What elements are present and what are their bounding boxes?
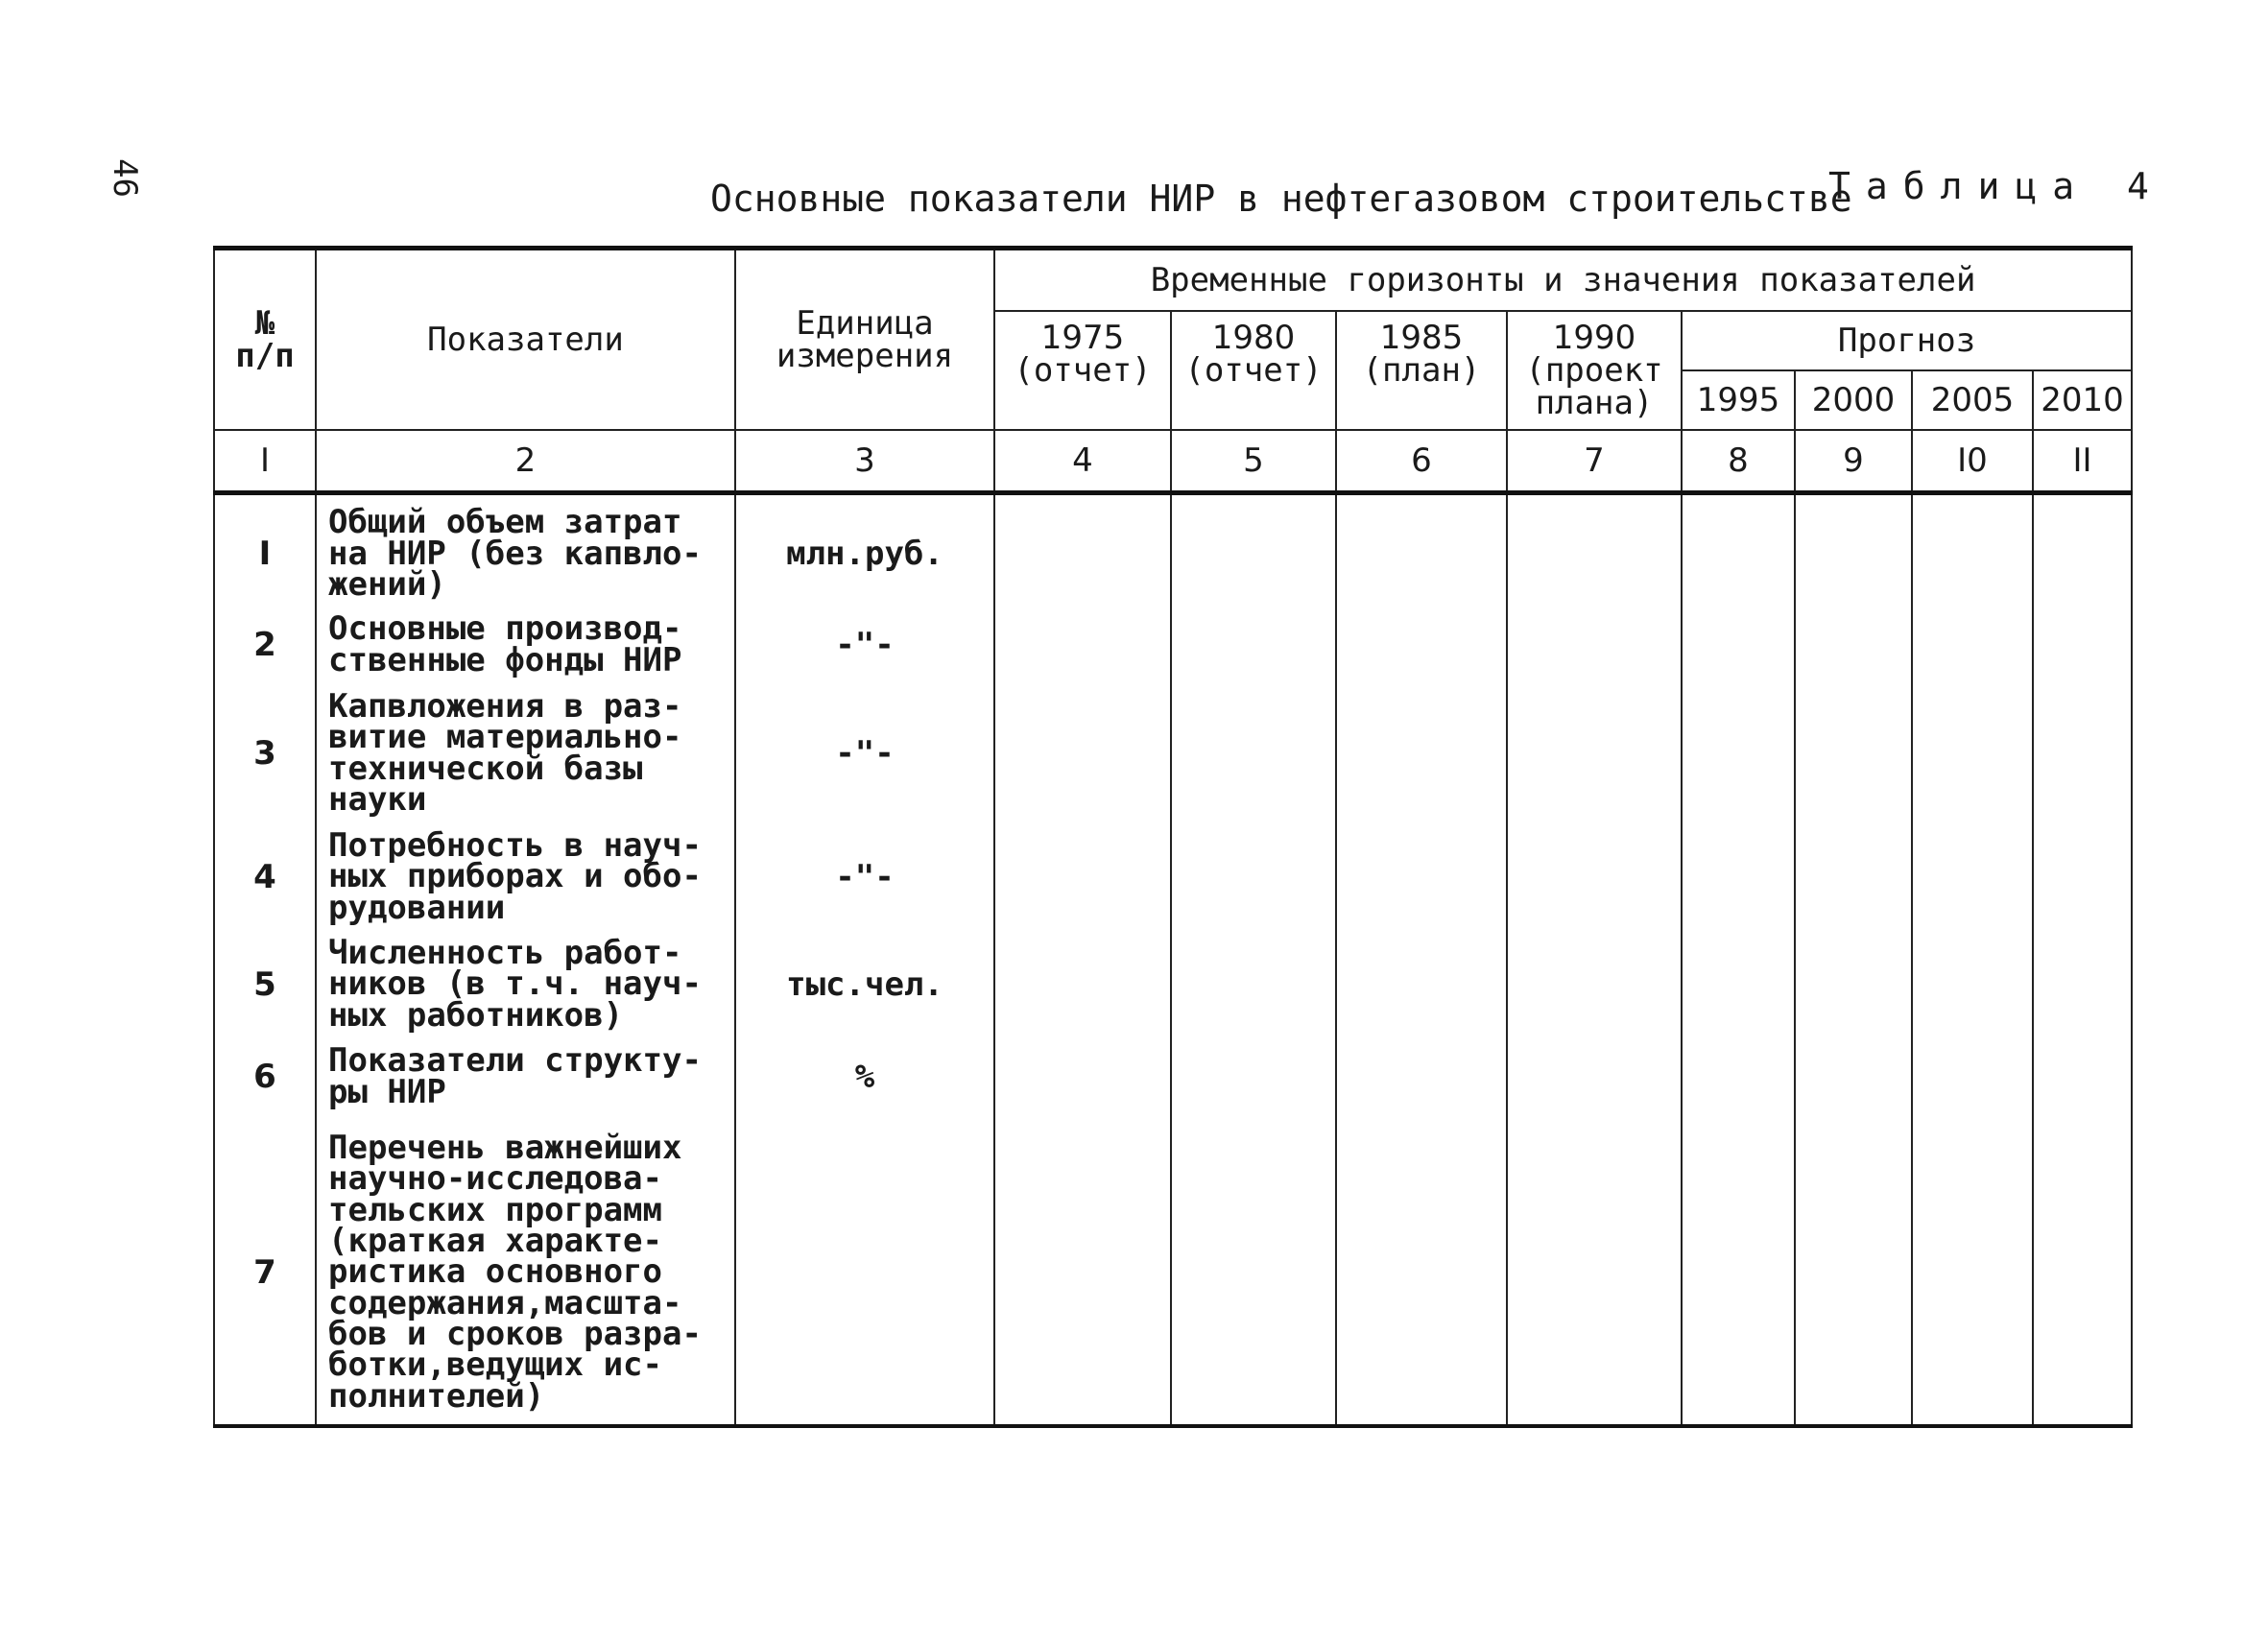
- header-year-1975: 1975 (отчет): [994, 311, 1171, 430]
- header-year-1990: 1990 (проект плана): [1507, 311, 1682, 430]
- table-row: [214, 818, 2132, 925]
- header-forecast: Прогноз: [1682, 311, 2132, 370]
- table-row: [214, 601, 2132, 678]
- page-number: 46: [106, 158, 144, 198]
- column-number: 6: [1336, 430, 1507, 493]
- header-indicators: Показатели: [316, 249, 735, 431]
- row-index: I: [214, 493, 316, 601]
- table-row: [214, 493, 2132, 601]
- row-index: 7: [214, 1109, 316, 1426]
- header-num: № п/п: [214, 249, 316, 431]
- header-year-1985: 1985 (план): [1336, 311, 1507, 430]
- row-unit: -"-: [735, 818, 994, 925]
- column-number: 5: [1171, 430, 1336, 493]
- table-row: [214, 925, 2132, 1033]
- column-number: 9: [1795, 430, 1912, 493]
- row-indicator: Потребность в науч- ных приборах и обо- рудовании: [316, 818, 735, 925]
- row-indicator: Перечень важнейших научно-исследова- тельских программ (краткая характе- ристика основного содержания,масшта- бов и сроков разра- ботки,ведущих ис- полнителей): [316, 1109, 735, 1426]
- row-unit: -"-: [735, 601, 994, 678]
- row-unit: -"-: [735, 678, 994, 818]
- column-number: 7: [1507, 430, 1682, 493]
- header-unit: Единица измерения: [735, 249, 994, 431]
- header-forecast-2010: 2010: [2033, 370, 2132, 430]
- row-indicator: Общий объем затрат на НИР (без капвло- жений): [316, 493, 735, 601]
- table-row: [214, 1109, 2132, 1426]
- header-year-1980: 1980 (отчет): [1171, 311, 1336, 430]
- header-forecast-2005: 2005: [1912, 370, 2033, 430]
- row-index: 4: [214, 818, 316, 925]
- row-indicator: Основные производ- ственные фонды НИР: [316, 601, 735, 678]
- column-number: 2: [316, 430, 735, 493]
- row-unit: %: [735, 1033, 994, 1109]
- row-index: 6: [214, 1033, 316, 1109]
- column-number: 3: [735, 430, 994, 493]
- indicators-table: [213, 246, 2133, 1428]
- row-unit: [735, 1109, 994, 1426]
- column-number: I: [214, 430, 316, 493]
- table-row: [214, 678, 2132, 818]
- header-forecast-2000: 2000: [1795, 370, 1912, 430]
- column-number: 4: [994, 430, 1171, 493]
- column-number: 8: [1682, 430, 1795, 493]
- header-time-horizons: Временные горизонты и значения показателей: [994, 249, 2132, 312]
- page-title: Основные показатели НИР в нефтегазовом строительстве: [710, 178, 1852, 220]
- row-indicator: Капвложения в раз- витие материально- технической базы науки: [316, 678, 735, 818]
- column-number: I0: [1912, 430, 2033, 493]
- row-index: 5: [214, 925, 316, 1033]
- table-row: [214, 1033, 2132, 1109]
- row-index: 2: [214, 601, 316, 678]
- header-forecast-1995: 1995: [1682, 370, 1795, 430]
- row-unit: млн.руб.: [735, 493, 994, 601]
- row-index: 3: [214, 678, 316, 818]
- row-indicator: Численность работ- ников (в т.ч. науч- ных работников): [316, 925, 735, 1033]
- table-label: Таблица 4: [1828, 165, 2164, 207]
- row-unit: тыс.чел.: [735, 925, 994, 1033]
- column-number: II: [2033, 430, 2132, 493]
- column-numbers-row: [214, 430, 2132, 493]
- row-indicator: Показатели структу- ры НИР: [316, 1033, 735, 1109]
